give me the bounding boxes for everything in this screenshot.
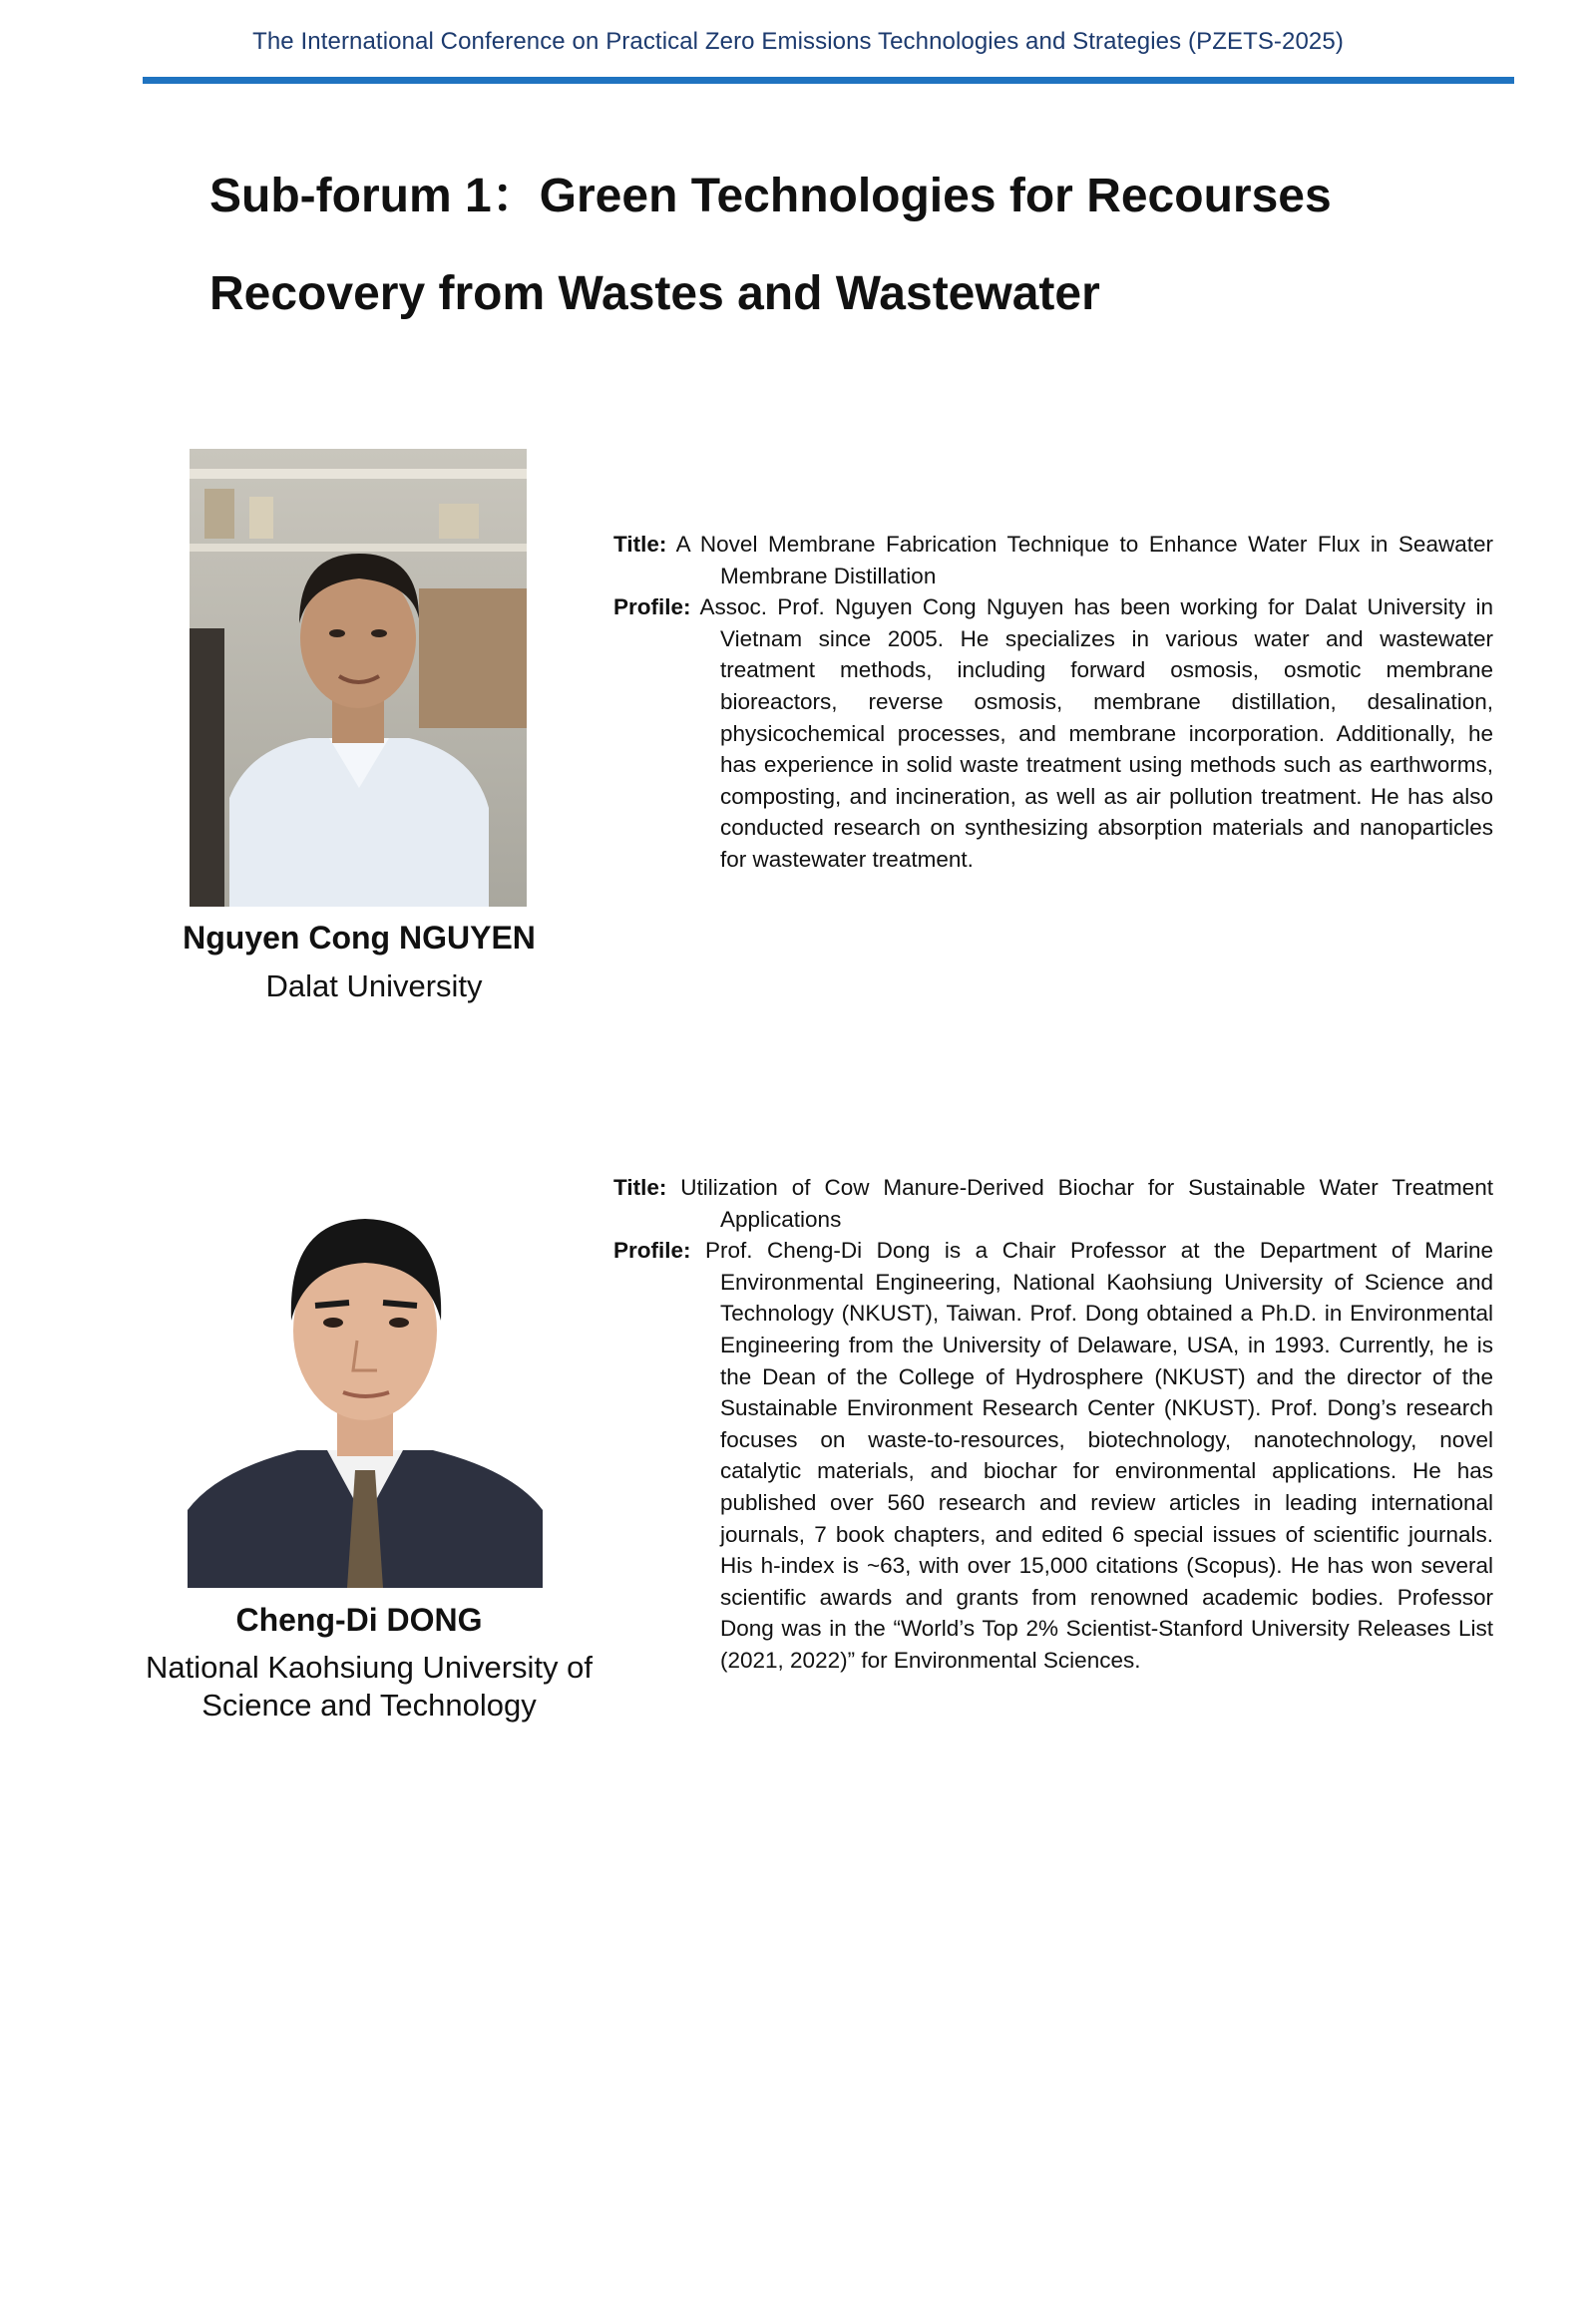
talk-title-text: Utilization of Cow Manure-Derived Biochar for Sustainable Water Treatment Applications	[680, 1175, 1493, 1232]
speaker-bio	[613, 1172, 1493, 1677]
talk-title	[613, 529, 1493, 591]
profile-label: Profile:	[613, 594, 691, 620]
profile	[613, 1235, 1493, 1676]
speaker-name: Cheng-Di DONG	[235, 1602, 483, 1638]
talk-title-text: A Novel Membrane Fabrication Technique to Enhance Water Flux in Seawater Membrane Distillation	[675, 532, 1493, 588]
speaker-bio	[613, 529, 1493, 876]
profile-text: Assoc. Prof. Nguyen Cong Nguyen has been working for Dalat University in Vietnam since 2005. He specializes in various water and wastewater treatment methods, including forward osmosis, osmotic membrane bioreactors, reverse osmosis, membrane distillation, desalination, physicochemical processes, and membrane incorporation. Additionally, he has experience in solid waste treatment using methods such as earthworms, composting, and incineration, as well as air pollution treatment. He has also conducted research on synthesizing absorption materials and nanoparticles for wastewater treatment.	[699, 594, 1493, 872]
profile-text: Prof. Cheng-Di Dong is a Chair Professor at the Department of Marine Environmental Engineering, National Kaohsiung University of Science and Technology (NKUST), Taiwan. Prof. Dong obtained a Ph.D. in Environmental Engineering from the University of Delaware, USA, in 1993. Currently, he is the Dean of the College of Hydrosphere (NKUST) and the director of the Sustainable Environment Research Center (NKUST). Prof. Dong’s research focuses on waste-to-resources, biotechnology, nanotechnology, novel catalytic materials, and biochar for environmental applications. He has published over 560 research and review articles in leading international journals, 7 book chapters, and edited 6 special issues of scientific journals. His h-index is ~63, with over 15,000 citations (Scopus). He has won several scientific awards and grants from renowned academic bodies. Professor Dong was in the “World’s Top 2% Scientist-Stanford University Releases List (2021, 2022)” for Environmental Sciences.	[705, 1238, 1493, 1673]
sub-forum-title: Sub-forum 1：Green Technologies for Recourses Recovery from Wastes and Wastewater	[209, 170, 1332, 320]
title-label: Title:	[613, 532, 667, 557]
header-divider	[143, 77, 1514, 84]
speaker-photo-dong	[188, 1181, 543, 1588]
title-label: Title:	[613, 1175, 667, 1200]
profile	[613, 591, 1493, 875]
profile-label: Profile:	[613, 1238, 691, 1264]
speaker-name: Nguyen Cong NGUYEN	[183, 920, 536, 956]
conference-header: The International Conference on Practical Zero Emissions Technologies and Strategies (PZETS-2025)	[252, 28, 1344, 55]
speaker-affiliation: Dalat University	[265, 968, 483, 1003]
talk-title	[613, 1172, 1493, 1235]
speaker-photo-nguyen	[190, 449, 527, 907]
speaker-affiliation: National Kaohsiung University of Science and Technology	[145, 1650, 594, 1723]
